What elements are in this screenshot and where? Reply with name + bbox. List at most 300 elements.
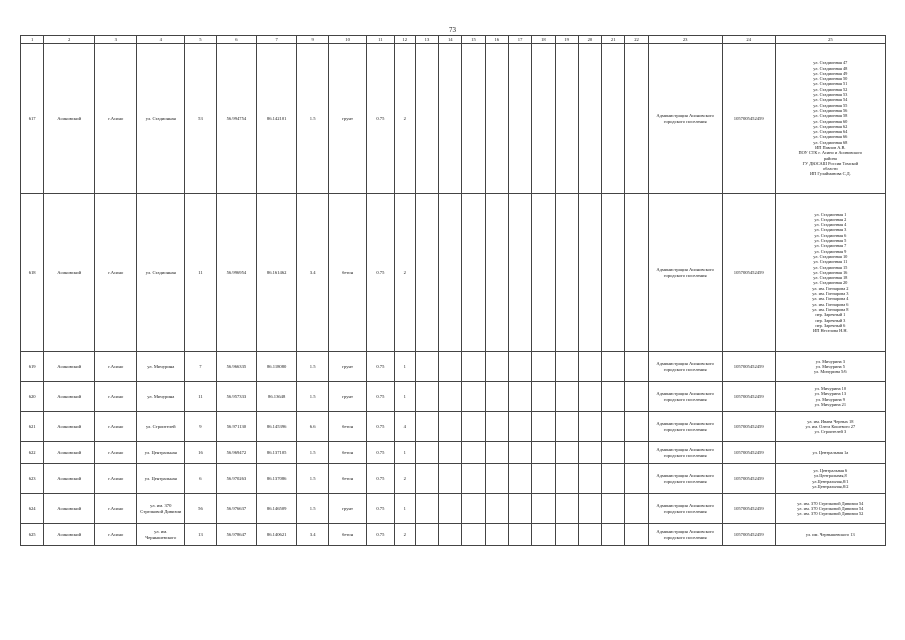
column-header: 1 — [21, 36, 44, 44]
latitude-cell: 56.978647 — [216, 524, 256, 546]
served-address: ул. им. Ивана Черных 18 — [807, 418, 854, 424]
empty-cell — [485, 464, 508, 494]
volume-cell: 0.75 — [367, 44, 395, 194]
house-cell: 6 — [185, 464, 217, 494]
empty-cell — [462, 442, 485, 464]
empty-cell — [555, 494, 578, 524]
table-row — [21, 382, 886, 412]
served-address: ул. Стадионная 58 — [813, 113, 848, 119]
row-number: 617 — [21, 44, 44, 194]
empty-cell — [415, 382, 438, 412]
served-address: ул. Стадионная 55 — [813, 102, 848, 108]
served-address: ул. Стадионная 4 — [814, 222, 847, 228]
served-address: ул.Центральная,8/2 — [812, 483, 849, 489]
area-cell: 1.5 — [297, 442, 329, 464]
column-header: 12 — [394, 36, 415, 44]
ogrn-cell: 1057005452459 — [722, 524, 775, 546]
empty-cell — [485, 524, 508, 546]
column-header: 22 — [625, 36, 648, 44]
empty-cell — [625, 494, 648, 524]
empty-cell — [532, 524, 555, 546]
column-header: 15 — [462, 36, 485, 44]
ogrn-cell: 1057005452459 — [722, 494, 775, 524]
street-cell: ул. Строителей — [137, 412, 185, 442]
empty-cell — [485, 194, 508, 352]
empty-cell — [508, 442, 531, 464]
owner-cell: Администрация Асиновского городского поселения — [648, 44, 722, 194]
owner-cell: Администрация Асиновского городского поселения — [648, 464, 722, 494]
empty-cell — [485, 494, 508, 524]
container-count-cell: 2 — [394, 464, 415, 494]
district-cell: Асиновский — [44, 442, 95, 464]
empty-cell — [602, 412, 625, 442]
longitude-cell: 86.118080 — [257, 352, 297, 382]
latitude-cell: 56.994754 — [216, 44, 256, 194]
column-header: 3 — [95, 36, 137, 44]
column-header: 2 — [44, 36, 95, 44]
row-number: 624 — [21, 494, 44, 524]
empty-cell — [625, 382, 648, 412]
empty-cell — [625, 194, 648, 352]
empty-cell — [415, 44, 438, 194]
served-addresses-cell — [775, 352, 885, 382]
street-cell: ул. Центральная — [137, 442, 185, 464]
empty-cell — [555, 524, 578, 546]
surface-cell: бетон — [329, 442, 367, 464]
empty-cell — [439, 44, 462, 194]
volume-cell: 0.75 — [367, 352, 395, 382]
empty-cell — [555, 464, 578, 494]
empty-cell — [462, 44, 485, 194]
volume-cell: 0.75 — [367, 442, 395, 464]
empty-cell — [439, 524, 462, 546]
empty-cell — [462, 382, 485, 412]
served-address: ул. Мичурина 5/6 — [814, 369, 847, 375]
ogrn-cell: 1057005452459 — [722, 442, 775, 464]
district-cell: Асиновский — [44, 494, 95, 524]
empty-cell — [602, 194, 625, 352]
served-address: ул. Стадионная 62 — [813, 123, 848, 129]
volume-cell: 0.75 — [367, 194, 395, 352]
house-cell: 53 — [185, 44, 217, 194]
house-cell: 11 — [185, 382, 217, 412]
served-address: ул. Стадионная 60 — [813, 118, 848, 124]
city-cell: г.Асино — [95, 494, 137, 524]
served-address: ул. Стадионная 64 — [813, 129, 848, 135]
column-number-row — [21, 36, 886, 44]
area-cell: 1.5 — [297, 494, 329, 524]
empty-cell — [508, 44, 531, 194]
owner-cell: Администрация Асиновского городского поселения — [648, 382, 722, 412]
empty-cell — [439, 494, 462, 524]
street-cell: ул. им. 370 Стрелковой Дивизии — [137, 494, 185, 524]
empty-cell — [555, 352, 578, 382]
served-address: ул. Мичурина 10 — [814, 385, 847, 391]
served-address: ул. Центральная 6 — [813, 467, 848, 473]
empty-cell — [625, 464, 648, 494]
served-address: ул. Стадионная 7 — [814, 243, 847, 249]
served-address: ул. Стадионная 50 — [813, 76, 848, 82]
surface-cell: бетон — [329, 194, 367, 352]
latitude-cell: 56.966335 — [216, 352, 256, 382]
table-row — [21, 524, 886, 546]
empty-cell — [578, 464, 601, 494]
house-cell: 9 — [185, 412, 217, 442]
served-address: ул. Стадионная 16 — [813, 269, 848, 275]
served-address: ул. Стадионная 2 — [814, 216, 847, 222]
column-header: 13 — [415, 36, 438, 44]
area-cell: 3.4 — [297, 524, 329, 546]
surface-cell: грунт — [329, 494, 367, 524]
longitude-cell: 86.145396 — [257, 412, 297, 442]
empty-cell — [578, 494, 601, 524]
city-cell: г.Асино — [95, 412, 137, 442]
empty-cell — [462, 494, 485, 524]
city-cell: г.Асино — [95, 44, 137, 194]
longitude-cell: 86.140621 — [257, 524, 297, 546]
volume-cell: 0.75 — [367, 464, 395, 494]
served-address: области — [822, 166, 838, 172]
served-address: района — [823, 155, 837, 161]
served-address: ул. им. Чернышевского 13 — [805, 531, 855, 537]
empty-cell — [555, 194, 578, 352]
area-cell: 1.5 — [297, 382, 329, 412]
surface-cell: бетон — [329, 412, 367, 442]
served-address: ул. Мичурина 5 — [815, 363, 845, 369]
volume-cell: 0.75 — [367, 412, 395, 442]
page-number: 73 — [449, 26, 456, 34]
empty-cell — [602, 464, 625, 494]
column-header: 16 — [485, 36, 508, 44]
served-address: пер. Заречный 6 — [815, 322, 846, 328]
column-header: 17 — [508, 36, 531, 44]
served-address: ул. Стадионная 49 — [813, 70, 848, 76]
empty-cell — [578, 194, 601, 352]
column-header: 10 — [329, 36, 367, 44]
table-row — [21, 464, 886, 494]
row-number: 618 — [21, 194, 44, 352]
surface-cell: бетон — [329, 464, 367, 494]
empty-cell — [602, 442, 625, 464]
area-cell: 6.6 — [297, 412, 329, 442]
street-cell: ул. Стадионная — [137, 194, 185, 352]
empty-cell — [555, 442, 578, 464]
row-number: 623 — [21, 464, 44, 494]
owner-cell: Администрация Асиновского городского поселения — [648, 352, 722, 382]
served-address: ул. Центральная 1а — [812, 449, 849, 455]
empty-cell — [532, 412, 555, 442]
row-number: 620 — [21, 382, 44, 412]
served-address: ул. им. Гончарова 4 — [812, 296, 849, 302]
house-cell: 13 — [185, 524, 217, 546]
served-address: ул. им. Гончарова 8 — [812, 306, 849, 312]
served-address: ул. им. 370 Стрелковой Дивизии 54 — [797, 505, 864, 511]
column-header: 6 — [216, 36, 256, 44]
served-address: ИП Павлов А.В. — [815, 144, 846, 150]
empty-cell — [462, 194, 485, 352]
served-address: пер. Заречный 1 — [815, 312, 846, 318]
empty-cell — [415, 464, 438, 494]
served-addresses-cell — [775, 44, 885, 194]
empty-cell — [485, 382, 508, 412]
empty-cell — [625, 412, 648, 442]
district-cell: Асиновский — [44, 194, 95, 352]
longitude-cell: 86.137105 — [257, 442, 297, 464]
served-address: ул. Мичурина 9 — [815, 396, 845, 402]
served-addresses-cell — [775, 442, 885, 464]
district-cell: Асиновский — [44, 464, 95, 494]
empty-cell — [625, 442, 648, 464]
volume-cell: 0.75 — [367, 494, 395, 524]
volume-cell: 0.75 — [367, 382, 395, 412]
table-row — [21, 44, 886, 194]
empty-cell — [508, 464, 531, 494]
house-cell: 7 — [185, 352, 217, 382]
ogrn-cell: 1057005452459 — [722, 194, 775, 352]
empty-cell — [485, 352, 508, 382]
empty-cell — [532, 464, 555, 494]
empty-cell — [532, 352, 555, 382]
column-header: 19 — [555, 36, 578, 44]
served-address: ул. Стадионная 47 — [813, 60, 848, 66]
empty-cell — [415, 494, 438, 524]
ogrn-cell: 1057005452459 — [722, 464, 775, 494]
owner-cell: Администрация Асиновского городского поселения — [648, 412, 722, 442]
empty-cell — [508, 382, 531, 412]
container-count-cell: 1 — [394, 494, 415, 524]
house-cell: 56 — [185, 494, 217, 524]
empty-cell — [625, 44, 648, 194]
row-number: 621 — [21, 412, 44, 442]
empty-cell — [485, 44, 508, 194]
city-cell: г.Асино — [95, 194, 137, 352]
served-address: ул. Мичурина 21 — [814, 401, 847, 407]
container-count-cell: 2 — [394, 44, 415, 194]
registry-table — [20, 35, 886, 546]
served-address: ул. им. 370 Стрелковой Дивизии 52 — [797, 511, 864, 517]
served-address: ул. им. Гончарова 3 — [812, 291, 849, 297]
empty-cell — [462, 464, 485, 494]
ogrn-cell: 1057005452459 — [722, 352, 775, 382]
latitude-cell: 56.969472 — [216, 442, 256, 464]
street-cell: ул. Центральная — [137, 464, 185, 494]
served-address: ул. Стадионная 66 — [813, 134, 848, 140]
house-cell: 16 — [185, 442, 217, 464]
area-cell: 1.5 — [297, 44, 329, 194]
empty-cell — [508, 494, 531, 524]
empty-cell — [578, 44, 601, 194]
empty-cell — [415, 412, 438, 442]
empty-cell — [415, 194, 438, 352]
surface-cell: грунт — [329, 44, 367, 194]
empty-cell — [578, 382, 601, 412]
empty-cell — [578, 442, 601, 464]
served-address: ул. им. Гончарова 2 — [812, 285, 849, 291]
column-header: 11 — [367, 36, 395, 44]
served-address: ИП Неселова Н.Н. — [813, 328, 848, 334]
served-addresses-cell — [775, 464, 885, 494]
served-address: ул. Стадионная 53 — [813, 92, 848, 98]
empty-cell — [462, 352, 485, 382]
served-address: ул. Стадионная 51 — [813, 81, 848, 87]
street-cell: ул. им. Чернышевского — [137, 524, 185, 546]
owner-cell: Администрация Асиновского городского поселения — [648, 442, 722, 464]
served-address: ул. Стадионная 6 — [814, 232, 847, 238]
served-address: ул. Мичурина 13 — [814, 391, 847, 397]
longitude-cell: 86.161462 — [257, 194, 297, 352]
latitude-cell: 56.971130 — [216, 412, 256, 442]
served-address: ул. Стадионная 1 — [814, 211, 847, 217]
empty-cell — [625, 524, 648, 546]
empty-cell — [508, 194, 531, 352]
district-cell: Асиновский — [44, 412, 95, 442]
served-addresses-cell — [775, 412, 885, 442]
empty-cell — [532, 382, 555, 412]
served-address: ул. Стадионная 10 — [813, 253, 848, 259]
empty-cell — [439, 442, 462, 464]
container-count-cell: 2 — [394, 194, 415, 352]
served-address: ул. Стадионная 54 — [813, 97, 848, 103]
served-address: ул. Стадионная 56 — [813, 107, 848, 113]
longitude-cell: 86.142101 — [257, 44, 297, 194]
empty-cell — [508, 412, 531, 442]
street-cell: ул. Стадионная — [137, 44, 185, 194]
district-cell: Асиновский — [44, 352, 95, 382]
row-number: 619 — [21, 352, 44, 382]
served-address: ул. им. Олега Кошевого 27 — [805, 423, 856, 429]
served-address: ул. Стадионная 11 — [813, 259, 848, 265]
served-address: ул.Центральная,8 — [813, 473, 847, 479]
served-address: ПОУ СТК г. Асино и Асиновского — [798, 150, 863, 156]
empty-cell — [485, 412, 508, 442]
area-cell: 3.4 — [297, 194, 329, 352]
served-address: ул.Центральная,8/1 — [812, 478, 849, 484]
container-count-cell: 1 — [394, 442, 415, 464]
row-number: 625 — [21, 524, 44, 546]
empty-cell — [555, 412, 578, 442]
container-count-cell: 2 — [394, 524, 415, 546]
served-address: ул. Стадионная 9 — [814, 248, 847, 254]
empty-cell — [508, 352, 531, 382]
table-row — [21, 494, 886, 524]
served-address: ул. Стадионная 52 — [813, 86, 848, 92]
served-address: пер. Заречный 3 — [815, 317, 846, 323]
column-header: 21 — [602, 36, 625, 44]
served-address: ул. Строителей 3 — [814, 429, 847, 435]
latitude-cell: 56.957333 — [216, 382, 256, 412]
latitude-cell: 56.996954 — [216, 194, 256, 352]
empty-cell — [602, 524, 625, 546]
served-address: ул. Стадионная 15 — [813, 264, 848, 270]
empty-cell — [439, 352, 462, 382]
column-header: 20 — [578, 36, 601, 44]
table-row — [21, 412, 886, 442]
ogrn-cell: 1057005452459 — [722, 412, 775, 442]
empty-cell — [532, 194, 555, 352]
empty-cell — [602, 494, 625, 524]
served-address: ул. Мичурина 3 — [815, 358, 845, 364]
empty-cell — [578, 524, 601, 546]
column-header: 14 — [439, 36, 462, 44]
empty-cell — [602, 44, 625, 194]
ogrn-cell: 1057005452459 — [722, 382, 775, 412]
empty-cell — [415, 524, 438, 546]
owner-cell: Администрация Асиновского городского поселения — [648, 194, 722, 352]
served-addresses-cell — [775, 194, 885, 352]
container-count-cell: 1 — [394, 382, 415, 412]
table-row — [21, 442, 886, 464]
latitude-cell: 56.970263 — [216, 464, 256, 494]
volume-cell: 0.75 — [367, 524, 395, 546]
column-header: 18 — [532, 36, 555, 44]
column-header: 5 — [185, 36, 217, 44]
empty-cell — [485, 442, 508, 464]
longitude-cell: 86.137086 — [257, 464, 297, 494]
served-address: ул. Стадионная 68 — [813, 139, 848, 145]
column-header: 25 — [775, 36, 885, 44]
district-cell: Асиновский — [44, 382, 95, 412]
city-cell: г.Асино — [95, 524, 137, 546]
empty-cell — [439, 464, 462, 494]
district-cell: Асиновский — [44, 44, 95, 194]
column-header: 7 — [257, 36, 297, 44]
empty-cell — [578, 412, 601, 442]
empty-cell — [555, 44, 578, 194]
served-address: ул. Стадионная 3 — [814, 227, 847, 233]
latitude-cell: 56.976637 — [216, 494, 256, 524]
served-address: ул. Стадионная 5 — [814, 238, 847, 244]
empty-cell — [555, 382, 578, 412]
row-number: 622 — [21, 442, 44, 464]
ogrn-cell: 1057005452459 — [722, 44, 775, 194]
empty-cell — [415, 352, 438, 382]
longitude-cell: 86.146509 — [257, 494, 297, 524]
served-address: ИП Гулайманова С.Д. — [809, 171, 851, 177]
city-cell: г.Асино — [95, 382, 137, 412]
container-count-cell: 4 — [394, 412, 415, 442]
area-cell: 1.5 — [297, 464, 329, 494]
served-address: ул. им. 370 Стрелковой Дивизии 54 — [797, 500, 864, 506]
city-cell: г.Асино — [95, 442, 137, 464]
empty-cell — [439, 382, 462, 412]
served-addresses-cell — [775, 382, 885, 412]
surface-cell: грунт — [329, 382, 367, 412]
empty-cell — [578, 352, 601, 382]
city-cell: г.Асино — [95, 464, 137, 494]
empty-cell — [532, 494, 555, 524]
table-row — [21, 352, 886, 382]
longitude-cell: 86.13648 — [257, 382, 297, 412]
served-address: ул. Стадионная 18 — [813, 275, 848, 281]
served-addresses-cell — [775, 524, 885, 546]
empty-cell — [439, 194, 462, 352]
column-header: 9 — [297, 36, 329, 44]
city-cell: г.Асино — [95, 352, 137, 382]
empty-cell — [532, 442, 555, 464]
street-cell: ул. Мичурина — [137, 352, 185, 382]
column-header: 24 — [722, 36, 775, 44]
served-address: ул. им. Гончарова 6 — [812, 301, 849, 307]
served-address: ГУ ДЮСАШ России Томской — [802, 160, 859, 166]
served-address: ул. Стадионная 20 — [813, 280, 848, 286]
column-header: 4 — [137, 36, 185, 44]
district-cell: Асиновский — [44, 524, 95, 546]
empty-cell — [602, 382, 625, 412]
owner-cell: Администрация Асиновского городского поселения — [648, 494, 722, 524]
served-address: ул. Стадионная 48 — [813, 65, 848, 71]
container-count-cell: 1 — [394, 352, 415, 382]
surface-cell: грунт — [329, 352, 367, 382]
